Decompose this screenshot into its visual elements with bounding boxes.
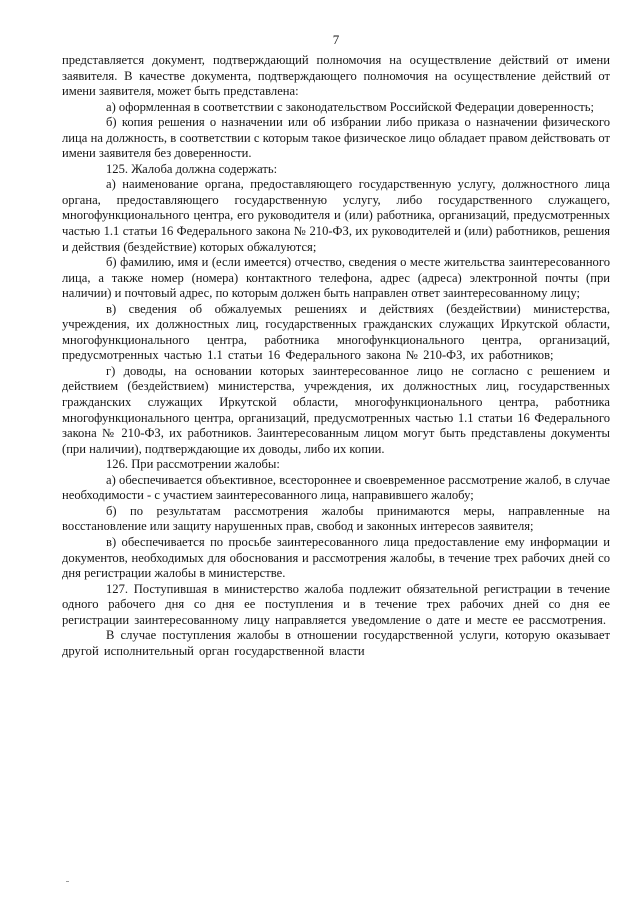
- paragraph-representation-documents: представляется документ, подтверждающий полномочия на осуществление действий от имени заявителя. В качестве документа, подтверждающего полномочия на осуществление действий от имени заявителя, может быть представлена:: [62, 53, 610, 99]
- paragraph-126-v: в) обеспечивается по просьбе заинтересованного лица предоставление ему информации и документов, необходимых для обоснования и рассмотрения жалобы, в течение трех рабочих дней со дня регистрации жалобы в министерстве.: [62, 534, 610, 581]
- paragraph-item-b-appointment-copy: б) копия решения о назначении или об избрании либо приказа о назначении физического лица на должность, в соответствии с которым такое физическое лицо обладает правом действовать от имени заявителя без доверенности.: [62, 115, 610, 161]
- paragraph-126-heading: 126. При рассмотрении жалобы:: [106, 457, 280, 472]
- paragraph-127-case: В случае поступления жалобы в отношении государственной услуги, которую оказывает другой исполнительный орган государственной власти: [62, 628, 610, 658]
- paragraph-125-a: а) наименование органа, предоставляющего государственную услугу, должностного лица органа, предоставляющего государственную услугу, либо государственного служащего, многофункционального центра, его руководителя и (или) работника, организаций, предусмотренных частью 1.1 статьи 16 Федерального закона № 210-ФЗ, их руководителей и (или) работников, решения и действия (бездействие) которых обжалуются;: [62, 177, 610, 254]
- paragraph-125-g: г) доводы, на основании которых заинтересованное лицо не согласно с решением и действием (бездействием) министерства, учреждения, их должностных лиц, государственных гражданских служащих Иркутской области, многофункционального центра, работника многофункционального центра, организаций, предусмотренных частью 1.1 статьи 16 Федерального закона № 210-ФЗ, их работников. Заинтересованным лицом могут быть представлены документы (при наличии), подтверждающие их доводы, либо их копии.: [62, 363, 610, 456]
- paragraph-126-b: б) по результатам рассмотрения жалобы принимаются меры, направленные на восстановление или защиту нарушенных прав, свобод и законных интересов заявителя;: [62, 503, 610, 534]
- scan-speck: [66, 881, 69, 882]
- page-number: 7: [332, 32, 340, 47]
- paragraph-125-v: в) сведения об обжалуемых решениях и действиях (бездействии) министерства, учреждения, их должностных лиц, государственных гражданских служащих Иркутской области, многофункционального центра, работника многофункционального центра, организаций, предусмотренных частью 1.1 статьи 16 Федерального закона № 210-ФЗ, их работников;: [62, 301, 610, 363]
- paragraph-item-a-power-of-attorney: а) оформленная в соответствии с законодательством Российской Федерации доверенность;: [106, 99, 595, 114]
- paragraph-125-heading: 125. Жалоба должна содержать:: [106, 161, 278, 176]
- paragraph-126-a: а) обеспечивается объективное, всестороннее и своевременное рассмотрение жалоб, в случае необходимости - с участием заинтересованного лица, направившего жалобу;: [62, 472, 610, 503]
- paragraph-125-b: б) фамилию, имя и (если имеется) отчество, сведения о месте жительства заинтересованного лица, а также номер (номера) контактного телефона, адрес (адреса) электронной почты (при наличии) и почтовый адрес, по которым должен быть направлен ответ заинтересованному лицу;: [62, 255, 610, 301]
- paragraph-127: 127. Поступившая в министерство жалоба подлежит обязательной регистрации в течение одного рабочего дня со дня ее поступления и в течение трех рабочих дней со дня ее регистрации заинтересованному лицу направляется уведомление о дате и месте ее рассмотрения.: [62, 581, 610, 627]
